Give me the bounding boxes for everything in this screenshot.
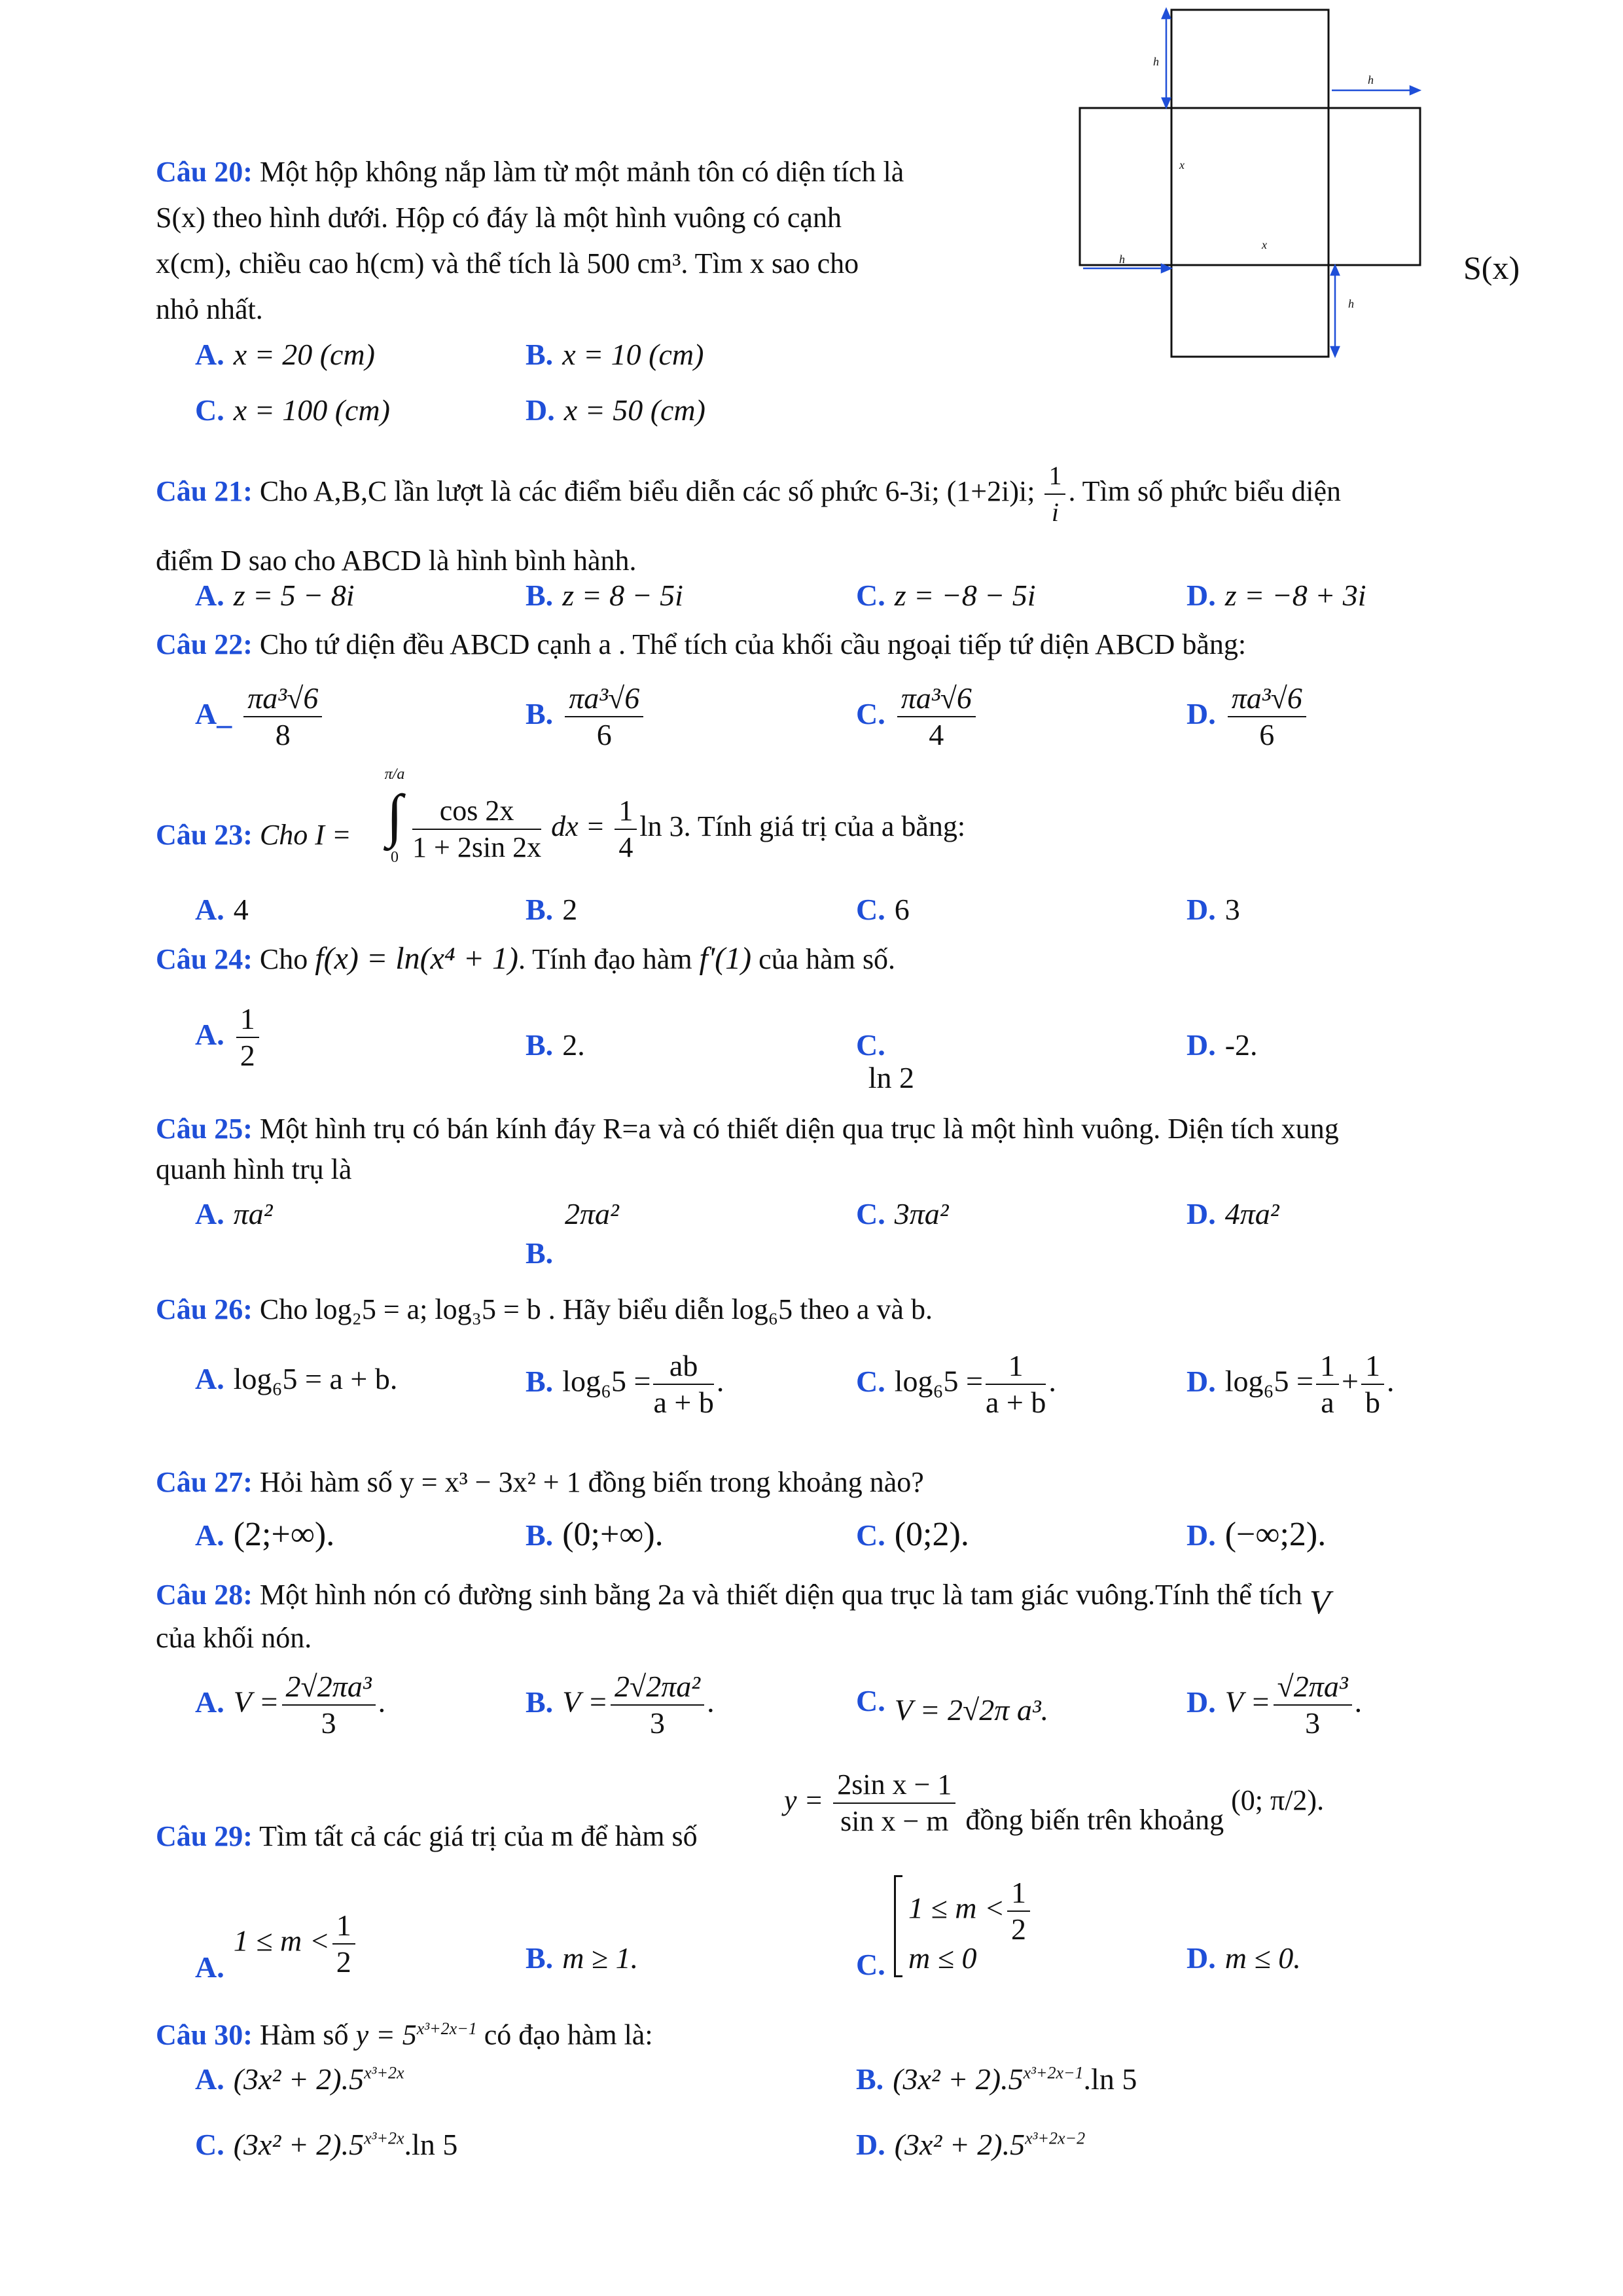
integral-sign: ∫ [386, 783, 403, 848]
question-text: đồng biến trên khoảng [965, 1804, 1224, 1837]
option-a[interactable]: A. V = $\frac{\text{2√2πa³}}{3}$ . [195, 1670, 386, 1740]
integral-dx: dx = [551, 810, 605, 843]
fraction-numerator: πa³√6 [897, 681, 976, 717]
exponent: x³+2x−2 [1025, 2128, 1086, 2148]
question-text: Cho A,B,C lần lượt là các điểm biểu diễn các số phức 6-3i; (1+2i)i; [259, 475, 1035, 508]
fraction-numerator: 2√2πa² [611, 1669, 704, 1706]
question-text: Một hình nón có đường sinh bằng 2a và thiết diện qua trục là tam giác vuông.Tính thể tích [259, 1579, 1302, 1611]
fraction-denominator: 2 [1011, 1912, 1027, 1946]
fraction-denominator: 2 [240, 1039, 255, 1072]
fraction-denominator: 8 [275, 718, 291, 751]
integral-result: ln 3 [639, 810, 684, 843]
option-letter: B. [526, 579, 554, 612]
fraction-denominator: 2 [336, 1945, 351, 1979]
fraction-denominator: 6 [596, 718, 612, 751]
option-c[interactable] [856, 1196, 949, 1255]
option-letter: C. [856, 1364, 885, 1398]
fraction-numerator: 2sin x − 1 [833, 1767, 955, 1804]
question-text: nhỏ nhất. [156, 293, 263, 325]
option-value: 3πa² [894, 1197, 949, 1230]
integral-upper-limit: π/a [384, 766, 405, 783]
fraction-numerator: 1 [615, 793, 637, 830]
option-value: z = −8 − 5i [894, 579, 1036, 612]
option-b[interactable]: B. V = $\frac{\text{2√2πa²}}{3}$ . [526, 1670, 715, 1740]
option-a[interactable] [195, 1509, 334, 1568]
fraction-numerator: 1 [1007, 1875, 1030, 1912]
option-letter: C. [856, 1518, 885, 1552]
question-number: Câu 28: [156, 1579, 253, 1611]
question-text: S(x) theo hình dưới. Hộp có đáy là một hình vuông có cạnh [156, 202, 842, 234]
option-letter: C. [856, 1948, 885, 1981]
fraction-denominator: i [1051, 497, 1059, 527]
option-letter: D. [1186, 1685, 1216, 1719]
question-number: Câu 22: [156, 628, 253, 660]
label-h: h [1348, 297, 1354, 310]
fraction-numerator: 1 [1361, 1348, 1384, 1385]
exponent: x³+2x [364, 2063, 404, 2083]
option-letter: C. [856, 1028, 885, 1062]
fraction-numerator: cos 2x [412, 793, 541, 830]
option-letter: B. [526, 1364, 554, 1398]
question-27 [156, 1460, 1563, 1505]
fraction-denominator: 1 + 2sin 2x [412, 831, 542, 863]
option-value: (3x² + 2).5 [233, 2128, 365, 2161]
system-bracket [894, 1875, 902, 1977]
exponent: x³+2x−1 [1023, 2063, 1084, 2083]
option-letter: B. [526, 1028, 554, 1062]
question-number: Câu 24: [156, 943, 253, 975]
question-25 [156, 1106, 1563, 1152]
option-tail: .ln 5 [1083, 2062, 1137, 2096]
option-d[interactable]: D. V = $\frac{\text{√2πa³}}{3}$ . [1186, 1670, 1363, 1740]
plus-sign: + [1342, 1364, 1359, 1398]
option-value: z = 5 − 8i [233, 579, 355, 612]
option-value: z = 8 − 5i [562, 579, 683, 612]
option-letter: C. [856, 1197, 885, 1230]
fraction-numerator: 1 [332, 1908, 355, 1945]
option-letter: D. [1186, 1197, 1216, 1230]
function-lhs: y = [784, 1784, 824, 1817]
label-h: h [1368, 73, 1374, 86]
option-letter: C. [195, 393, 224, 427]
option-letter: A. [195, 1518, 224, 1552]
option-value: 4 [233, 893, 249, 926]
option-letter: D. [1186, 893, 1216, 926]
question-text: Hỏi hàm số y = x³ − 3x² + 1 đồng biến trong khoảng nào? [259, 1466, 924, 1498]
option-value: log₆5 = [894, 1364, 983, 1398]
answer-row [156, 573, 1563, 619]
question-21 [156, 458, 1563, 530]
fraction-denominator: 3 [1305, 1706, 1321, 1740]
answer-row [156, 668, 1563, 753]
option-value: log₆5 = [562, 1364, 651, 1398]
option-value: m ≤ 0 [908, 1941, 977, 1975]
option-value: ln 2 [868, 1061, 915, 1094]
fraction-numerator: πa³√6 [1228, 681, 1306, 717]
label-h: h [1119, 253, 1125, 266]
option-a[interactable] [195, 2062, 404, 2121]
answer-row [156, 1669, 1563, 1754]
option-tail: .ln 5 [404, 2128, 458, 2161]
integral-lower-limit: 0 [391, 849, 399, 866]
question-text: Cho log₂5 = a; log₃5 = b . Hãy biểu diễn log₆5 theo a và b. [259, 1293, 933, 1325]
option-value: 2πa² [565, 1197, 619, 1230]
option-d[interactable]: D. log₆5 = $\frac{1}{a}$ + $\frac{1}{b}$ . [1186, 1349, 1395, 1419]
option-value: log₆5 = a + b. [233, 1362, 398, 1395]
option-c[interactable] [195, 393, 390, 452]
option-letter: A_ [195, 696, 232, 730]
question-30 [156, 2006, 1563, 2058]
question-text: Cho tứ diện đều ABCD cạnh a . Thể tích của khối cầu ngoại tiếp tứ diện ABCD bằng: [259, 628, 1247, 660]
question-23 [156, 766, 1563, 884]
option-letter: A. [195, 1362, 224, 1395]
option-value: (3x² + 2).5 [893, 2062, 1024, 2096]
option-b[interactable] [526, 337, 704, 396]
option-value: 6 [894, 893, 910, 926]
option-letter: C. [856, 1684, 885, 1717]
option-letter: C. [856, 696, 885, 730]
option-d[interactable] [1186, 1028, 1258, 1086]
option-value: V = [562, 1685, 608, 1719]
option-c[interactable] [856, 1028, 940, 1094]
question-text: . Tìm số phức biểu diện [1068, 475, 1341, 508]
option-letter: C. [195, 2128, 224, 2161]
interval: (0; π/2). [1231, 1784, 1325, 1817]
option-letter: D. [1186, 579, 1216, 612]
option-d[interactable] [1186, 1941, 1301, 2000]
label-x: x [1262, 238, 1267, 251]
option-b[interactable] [526, 1941, 638, 2000]
fraction-numerator: 1 [986, 1348, 1046, 1385]
option-letter: D. [856, 2128, 885, 2161]
box-net-diagram [1073, 7, 1492, 373]
option-letter: A. [195, 338, 224, 371]
option-letter: A. [195, 893, 224, 926]
function-expression: f(x) = ln(x⁴ + 1) [315, 941, 518, 976]
option-d[interactable] [856, 2127, 1085, 2186]
option-value: V = 2√2π a³. [894, 1693, 1049, 1727]
option-value: 4πa² [1224, 1197, 1279, 1230]
option-c[interactable] [856, 1683, 1048, 1742]
option-b-value[interactable] [565, 1196, 619, 1255]
answer-row [156, 2127, 1563, 2186]
option-b[interactable] [526, 1236, 562, 1295]
option-b[interactable] [856, 2062, 1137, 2121]
option-value: 1 ≤ m < [233, 1924, 330, 1958]
option-a[interactable] [195, 1908, 358, 1984]
area-label: S(x) [1463, 249, 1520, 286]
fraction-denominator: a + b [986, 1386, 1046, 1419]
option-d[interactable] [1186, 1509, 1326, 1568]
option-value: (2;+∞). [233, 1516, 335, 1553]
fraction-denominator: a [1321, 1386, 1334, 1419]
question-text: Tìm tất cả các giá trị của m để hàm số [259, 1820, 698, 1852]
answer-row [156, 1869, 1563, 1993]
fraction-denominator: b [1364, 1386, 1380, 1419]
option-letter: B. [526, 1685, 554, 1719]
option-value: m ≥ 1. [562, 1941, 639, 1975]
option-a[interactable] [195, 337, 375, 396]
option-a[interactable] [195, 681, 325, 751]
question-text: điểm D sao cho ABCD là hình bình hành. [156, 545, 637, 577]
option-c[interactable]: C. log₆5 = $\frac{1}{a + b}$ . [856, 1349, 1056, 1419]
volume-symbol: V [1309, 1584, 1330, 1621]
option-value: m ≤ 0. [1224, 1941, 1301, 1975]
fraction-denominator: 3 [321, 1706, 336, 1740]
fraction-numerator: 1 [1316, 1348, 1339, 1385]
question-25-line2 [156, 1147, 1563, 1193]
question-22 [156, 622, 1563, 668]
question-number: Câu 29: [156, 1820, 253, 1852]
label-x: x [1179, 158, 1185, 171]
question-number: Câu 20: [156, 156, 253, 188]
option-value: x = 20 (cm) [233, 338, 375, 371]
option-value: x = 10 (cm) [562, 338, 704, 371]
label-h: h [1153, 55, 1159, 68]
answer-row [156, 1509, 1563, 1561]
option-b[interactable] [526, 1509, 664, 1568]
option-letter: D. [526, 393, 555, 427]
answer-row [156, 1196, 1563, 1288]
fraction-denominator: sin x − m [840, 1805, 949, 1837]
question-number: Câu 30: [156, 2018, 253, 2051]
exponent: x³+2x−1 [416, 2019, 477, 2038]
option-c[interactable] [856, 681, 978, 751]
option-value: (0;+∞). [562, 1516, 664, 1553]
option-letter: C. [856, 579, 885, 612]
question-number: Câu 23: [156, 819, 253, 851]
question-28-line2 [156, 1615, 1563, 1661]
option-value: -2. [1224, 1028, 1258, 1062]
option-letter: B. [856, 2062, 884, 2096]
fraction-denominator: a + b [653, 1386, 714, 1419]
question-text: của hàm số. [758, 943, 896, 975]
option-value: z = −8 + 3i [1224, 579, 1366, 612]
option-a[interactable] [195, 1361, 397, 1420]
option-letter: C. [856, 893, 885, 926]
fraction-numerator: √2πa³ [1274, 1669, 1352, 1706]
question-24 [156, 936, 1563, 982]
derivative-expression: f'(1) [699, 941, 752, 976]
answer-row [156, 2062, 1563, 2121]
answer-row [156, 393, 1563, 452]
option-letter: A. [195, 1017, 224, 1051]
fraction-numerator: ab [653, 1348, 713, 1385]
option-letter: B. [526, 1941, 554, 1975]
option-letter: D. [1186, 1518, 1216, 1552]
option-value: 2. [562, 1028, 585, 1062]
question-26 [156, 1287, 1563, 1333]
option-value: x = 50 (cm) [563, 393, 705, 427]
fraction-denominator: 4 [618, 831, 633, 863]
option-letter: D. [1186, 1364, 1216, 1398]
option-a[interactable] [195, 1001, 262, 1072]
option-value: log₆5 = [1224, 1364, 1313, 1398]
question-text: Cho [259, 943, 308, 975]
option-letter: B. [526, 893, 554, 926]
option-value: (−∞;2). [1224, 1516, 1327, 1553]
option-d[interactable] [1186, 1196, 1279, 1255]
option-value: (0;2). [894, 1516, 969, 1553]
option-b[interactable] [526, 1028, 585, 1086]
option-letter: D. [1186, 696, 1216, 730]
question-text: của khối nón. [156, 1622, 312, 1654]
question-text: Một hình trụ có bán kính đáy R=a và có thiết diện qua trục là một hình vuông. Diện tích xung [259, 1113, 1339, 1145]
option-b[interactable]: B. log₆5 = $\frac{ab}{a + b}$ . [526, 1349, 724, 1419]
option-value: 1 ≤ m < [908, 1891, 1005, 1925]
function-expression: y = 5 [355, 2018, 417, 2051]
option-letter: A. [195, 2062, 224, 2096]
option-c[interactable] [856, 1509, 969, 1568]
question-text: . Tính đạo hàm [518, 943, 692, 975]
question-20 [156, 149, 1072, 332]
option-value: V = [233, 1685, 279, 1719]
fraction-denominator: 3 [650, 1706, 666, 1740]
question-text: Hàm số [259, 2018, 349, 2051]
option-letter: A. [195, 1685, 224, 1719]
exponent: x³+2x [364, 2128, 404, 2148]
option-letter: B. [526, 696, 554, 730]
option-value: 3 [1224, 893, 1240, 926]
question-number: Câu 25: [156, 1113, 253, 1145]
question-number: Câu 27: [156, 1466, 253, 1498]
question-text: có đạo hàm là: [484, 2018, 653, 2051]
question-29 [156, 1767, 1563, 1859]
fraction-numerator: 2√2πa³ [282, 1669, 376, 1706]
option-letter: B. [526, 1236, 554, 1270]
option-letter: A. [195, 579, 224, 612]
fraction-numerator: 1 [236, 1001, 259, 1038]
fraction-numerator: 1 [1044, 458, 1065, 495]
option-letter: B. [526, 1518, 554, 1552]
answer-row [156, 988, 1563, 1093]
option-c[interactable] [195, 2127, 457, 2186]
option-d[interactable] [1186, 681, 1309, 751]
option-letter: D. [1186, 1941, 1216, 1975]
question-number: Câu 26: [156, 1293, 253, 1325]
question-text: quanh hình trụ là [156, 1153, 352, 1185]
question-text: . Tính giá trị của a bằng: [683, 810, 966, 843]
integral-lhs: Cho I = [259, 819, 351, 851]
option-b[interactable] [526, 681, 646, 751]
option-d[interactable] [526, 393, 705, 452]
option-letter: A. [195, 1197, 224, 1230]
option-value: (3x² + 2).5 [894, 2128, 1026, 2161]
answer-row [156, 887, 1563, 933]
answer-row [156, 1348, 1563, 1433]
option-value: V = [1224, 1685, 1271, 1719]
option-letter: D. [1186, 1028, 1216, 1062]
question-text: Một hộp không nắp làm từ một mảnh tôn có diện tích là [259, 156, 904, 188]
question-number: Câu 21: [156, 475, 253, 508]
option-value: x = 100 (cm) [233, 393, 390, 427]
option-value: 2 [562, 893, 578, 926]
option-letter: A. [195, 1950, 224, 1984]
option-a[interactable] [195, 1196, 273, 1255]
question-28 [156, 1571, 1563, 1621]
option-value: (3x² + 2).5 [233, 2062, 365, 2096]
fraction-denominator: 6 [1259, 718, 1275, 751]
fraction-denominator: 4 [929, 718, 944, 751]
fraction-numerator: πa³√6 [243, 681, 322, 717]
option-letter: B. [526, 338, 554, 371]
option-value: πa² [233, 1197, 273, 1230]
fraction-numerator: πa³√6 [565, 681, 643, 717]
question-text: x(cm), chiều cao h(cm) và thể tích là 500 cm³. Tìm x sao cho [156, 247, 859, 279]
